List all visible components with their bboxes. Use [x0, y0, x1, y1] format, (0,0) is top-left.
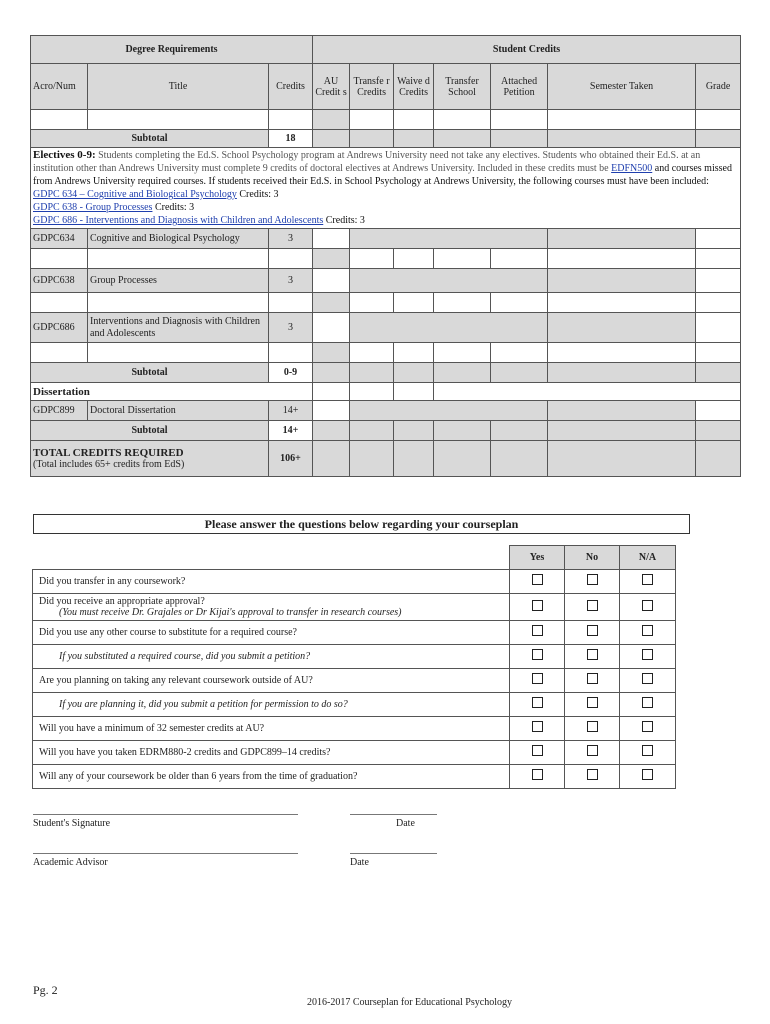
date-line-1[interactable]: [350, 814, 437, 815]
waived-credits-header: Waive d Credits: [394, 64, 434, 110]
transfer-credits-header: Transfe r Credits: [350, 64, 394, 110]
subtotal-value: 0-9: [269, 363, 313, 383]
na-header: N/A: [620, 546, 676, 570]
question-text: If you substituted a required course, did you submit a petition?: [59, 650, 311, 662]
yes-checkbox[interactable]: [532, 697, 543, 708]
subtotal-label: Subtotal: [31, 130, 269, 148]
na-checkbox[interactable]: [642, 721, 653, 732]
course-row: [31, 401, 741, 421]
subtotal-label: Subtotal: [31, 421, 269, 441]
edfn500-link[interactable]: EDFN500: [611, 163, 653, 174]
no-checkbox[interactable]: [587, 673, 598, 684]
blank-row: [31, 110, 741, 130]
course-title: Interventions and Diagnosis with Children and Adolescents: [88, 313, 269, 343]
no-checkbox[interactable]: [587, 769, 598, 780]
date-line-2[interactable]: [350, 853, 437, 854]
question-row: [33, 668, 676, 692]
no-checkbox[interactable]: [587, 574, 598, 585]
grade-header: Grade: [696, 64, 741, 110]
na-checkbox[interactable]: [642, 574, 653, 585]
no-header: No: [565, 546, 620, 570]
question-cell: [33, 740, 510, 764]
questions-table: [32, 545, 676, 789]
yes-checkbox[interactable]: [532, 600, 543, 611]
subtotal-value: 18: [269, 130, 313, 148]
subtotal-label: Subtotal: [31, 363, 269, 383]
question-text: Will you have you taken EDRM880-2 credits and GDPC899–14 credits?: [39, 746, 331, 758]
yes-checkbox[interactable]: [532, 721, 543, 732]
na-checkbox[interactable]: [642, 697, 653, 708]
subtotal-value: 14+: [269, 421, 313, 441]
electives-text-2: and courses missed from Andrews University required courses. If students received their Ed.S. in School Psychology at Andrews University, the following courses must have been included:: [33, 163, 732, 187]
no-checkbox[interactable]: [587, 721, 598, 732]
question-text: Are you planning on taking any relevant coursework outside of AU?: [39, 674, 313, 686]
total-note: (Total includes 65+ credits from EdS): [33, 459, 185, 470]
na-checkbox[interactable]: [642, 625, 653, 636]
question-row: [33, 764, 676, 788]
course-credits: 3: [269, 313, 313, 343]
question-subtext: (You must receive Dr. Grajales or Dr Kijai's approval to transfer in research courses): [59, 606, 402, 618]
course-code: GDPC634: [31, 229, 88, 249]
total-value: 106+: [269, 441, 313, 477]
na-checkbox[interactable]: [642, 745, 653, 756]
question-text: Did you transfer in any coursework?: [39, 575, 186, 587]
question-text: Did you receive an appropriate approval?: [39, 595, 205, 607]
degree-requirements-header: Degree Requirements: [31, 36, 313, 64]
date-label-2: Date: [350, 857, 369, 868]
total-label: TOTAL CREDITS REQUIRED: [33, 447, 184, 459]
course-title: Cognitive and Biological Psychology: [88, 229, 269, 249]
course-code: GDPC686: [31, 313, 88, 343]
yes-checkbox[interactable]: [532, 574, 543, 585]
course-title: Doctoral Dissertation: [88, 401, 269, 421]
transfer-school-header: Transfer School: [434, 64, 491, 110]
electives-row: [31, 148, 741, 229]
na-checkbox[interactable]: [642, 649, 653, 660]
no-checkbox[interactable]: [587, 625, 598, 636]
question-text: Will any of your coursework be older than 6 years from the time of graduation?: [39, 770, 358, 782]
no-checkbox[interactable]: [587, 649, 598, 660]
question-cell: [33, 593, 510, 620]
question-row: [33, 620, 676, 644]
question-text: If you are planning it, did you submit a petition for permission to do so?: [59, 698, 348, 710]
yes-header: Yes: [510, 546, 565, 570]
gdpc638-credits: Credits: 3: [154, 202, 195, 213]
question-row: [33, 716, 676, 740]
au-credits-header: AU Credit s: [313, 64, 350, 110]
no-checkbox[interactable]: [587, 600, 598, 611]
question-text: Will you have a minimum of 32 semester credits at AU?: [39, 722, 265, 734]
question-cell: [33, 644, 510, 668]
course-credits: 14+: [269, 401, 313, 421]
question-cell: [33, 569, 510, 593]
student-signature-line[interactable]: [33, 814, 298, 815]
advisor-signature-line[interactable]: [33, 853, 298, 854]
subtotal-row: [31, 421, 741, 441]
student-signature-label: Student's Signature: [33, 818, 111, 829]
degree-requirements-table: [30, 35, 741, 477]
no-checkbox[interactable]: [587, 697, 598, 708]
question-cell: [33, 668, 510, 692]
question-row: [33, 740, 676, 764]
na-checkbox[interactable]: [642, 673, 653, 684]
question-text: Did you use any other course to substitute for a required course?: [39, 626, 297, 638]
no-checkbox[interactable]: [587, 745, 598, 756]
gdpc686-credits: Credits: 3: [325, 215, 365, 226]
question-row: [33, 593, 676, 620]
gdpc638-link[interactable]: GDPC 638 - Group Processes: [33, 202, 153, 213]
course-credits: 3: [269, 269, 313, 293]
questions-title: Please answer the questions below regarding your courseplan: [33, 514, 690, 534]
attached-petition-header: Attached Petition: [491, 64, 548, 110]
dissertation-heading-row: [31, 383, 741, 401]
question-cell: [33, 716, 510, 740]
total-row: [31, 441, 741, 477]
yes-checkbox[interactable]: [532, 769, 543, 780]
question-cell: [33, 692, 510, 716]
student-credits-header: Student Credits: [313, 36, 741, 64]
course-credits: 3: [269, 229, 313, 249]
yes-checkbox[interactable]: [532, 625, 543, 636]
blank-row: [31, 293, 741, 313]
advisor-signature-label: Academic Advisor: [33, 857, 108, 868]
yes-checkbox[interactable]: [532, 673, 543, 684]
electives-text-1: Students completing the Ed.S. School Psychology program at Andrews University need not take any electives. Students who obtained their Ed.S. at an institution other than Andrews University must complete 9 credits of doctoral electives at Andrews University. Included in these credits must be: [33, 150, 701, 174]
na-checkbox[interactable]: [642, 769, 653, 780]
question-row: [33, 644, 676, 668]
question-cell: [33, 620, 510, 644]
title-header: Title: [88, 64, 269, 110]
page-number: Pg. 2: [33, 983, 58, 997]
footer-title: 2016-2017 Courseplan for Educational Psychology: [307, 997, 512, 1008]
acro-header: Acro/Num: [31, 64, 88, 110]
blank-row: [31, 343, 741, 363]
course-code: GDPC899: [31, 401, 88, 421]
course-code: GDPC638: [31, 269, 88, 293]
course-row: [31, 229, 741, 249]
question-row: [33, 692, 676, 716]
course-row: [31, 269, 741, 293]
credits-header: Credits: [269, 64, 313, 110]
yes-checkbox[interactable]: [532, 745, 543, 756]
subtotal-row: [31, 130, 741, 148]
semester-taken-header: Semester Taken: [548, 64, 696, 110]
na-checkbox[interactable]: [642, 600, 653, 611]
gdpc634-link[interactable]: GDPC 634 – Cognitive and Biological Psychology: [33, 189, 237, 200]
date-label-1: Date: [396, 818, 415, 829]
gdpc686-link[interactable]: GDPC 686 - Interventions and Diagnosis with Children and Adolescents: [33, 215, 324, 226]
blank-row: [31, 249, 741, 269]
question-cell: [33, 764, 510, 788]
gdpc634-credits: Credits: 3: [239, 189, 279, 200]
question-row: [33, 569, 676, 593]
course-row: [31, 313, 741, 343]
subtotal-row: [31, 363, 741, 383]
course-title: Group Processes: [88, 269, 269, 293]
yes-checkbox[interactable]: [532, 649, 543, 660]
dissertation-heading: Dissertation: [31, 383, 313, 401]
electives-heading: Electives 0-9:: [33, 149, 96, 161]
